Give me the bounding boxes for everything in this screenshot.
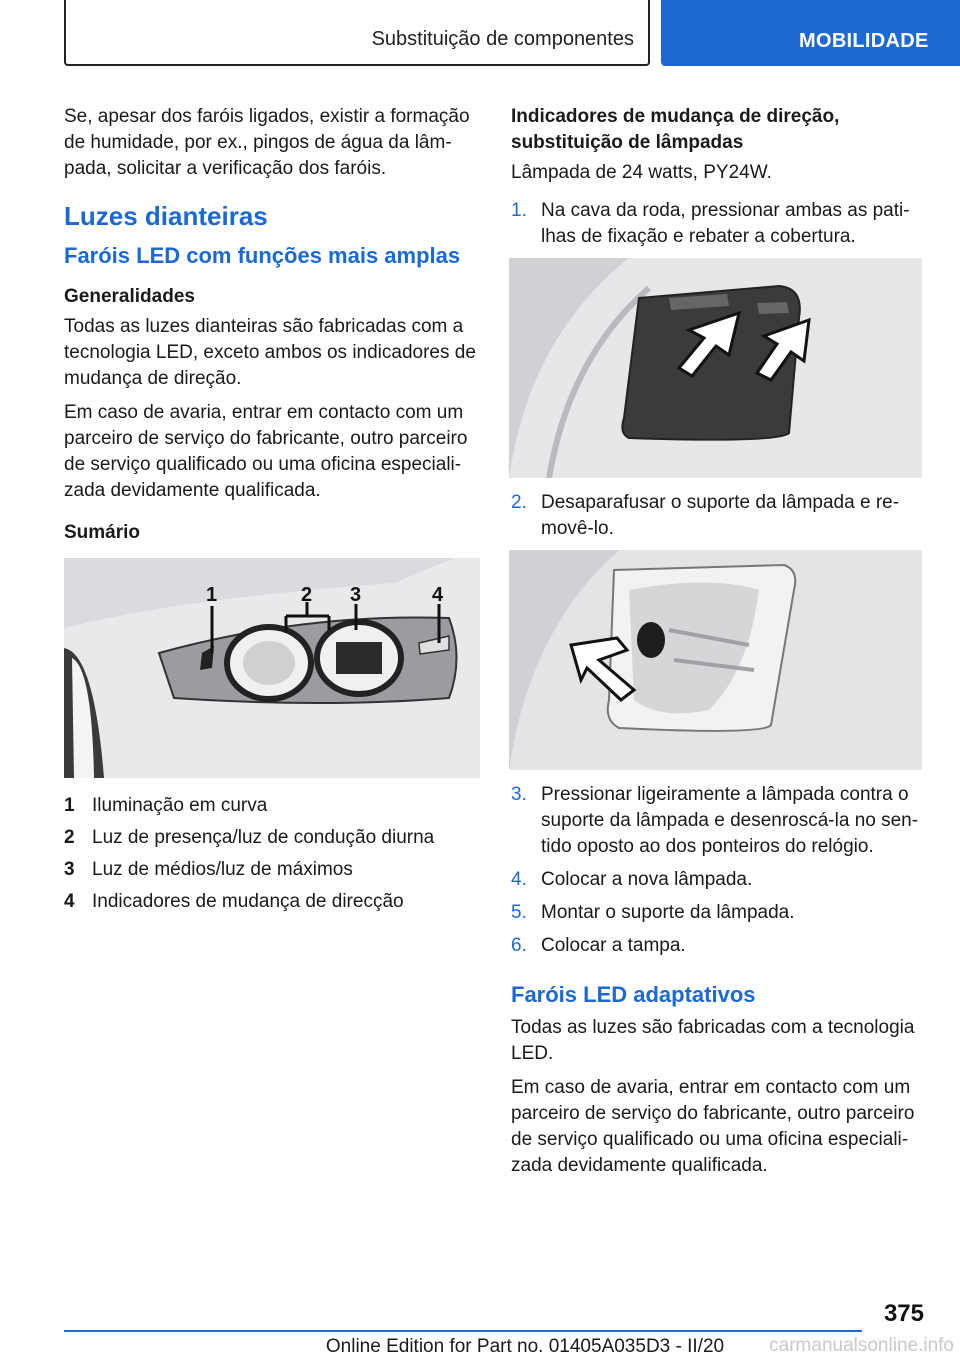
footer-edition: Online Edition for Part no. 01405A035D3 - II/20	[325, 1336, 725, 1357]
header-chapter-tab[interactable]	[661, 0, 960, 66]
adaptive-led-heading: Faróis LED adaptativos	[511, 982, 756, 1007]
turn-signal-heading: Indicadores de mudança de direção, substituição de lâmpadas	[511, 106, 840, 153]
legend-item: 2 Luz de presença/luz de condução diurna	[64, 827, 435, 848]
callout-1: 1	[206, 584, 218, 606]
step-1: 1. Na cava da roda, pressionar ambas as patilhas de fixação e rebater a cobertura.	[511, 200, 910, 247]
adaptive-led-paragraph-2: Em caso de avaria, entrar em contacto com um parceiro de serviço do fabricante, outro parceiro de serviço qualificado ou uma oficina especializada devidamente qualificada.	[511, 1077, 915, 1176]
step-3: 3. Pressionar ligeiramente a lâmpada contra o suporte da lâmpada e desenroscá-la no sentido oposto ao dos ponteiros do relógio.	[511, 784, 919, 857]
legend-item: 3 Luz de médios/luz de máximos	[64, 859, 353, 880]
headlight-overview-image	[64, 558, 480, 778]
general-paragraph-1: Todas as luzes dianteiras são fabricadas com a tecnologia LED, exceto ambos os indicadores de mudança de direção.	[64, 316, 476, 389]
page-number: 375	[883, 1300, 924, 1327]
callout-3: 3	[350, 584, 362, 606]
section-heading: Luzes dianteiras	[64, 201, 268, 231]
wheel-arch-cover-image	[509, 258, 922, 478]
intro-paragraph: Se, apesar dos faróis ligados, existir a formação de humidade, por ex., pingos de água da lâmpada, solicitar a verificação dos faróis.	[64, 106, 470, 179]
callout-2: 2	[301, 584, 313, 606]
step-2: 2. Desaparafusar o suporte da lâmpada e removê-lo.	[511, 492, 900, 539]
legend-list	[64, 790, 480, 918]
summary-heading: Sumário	[64, 522, 141, 543]
subsection-heading: Faróis LED com funções mais amplas	[64, 243, 461, 268]
adaptive-led-paragraph-1: Todas as luzes são fabricadas com a tecnologia LED.	[511, 1017, 915, 1064]
watermark: carmanualsonline.info	[769, 1335, 954, 1356]
right-column	[511, 104, 924, 1187]
callout-4: 4	[432, 584, 444, 606]
header-section-title: Substituição de componentes	[371, 28, 634, 50]
left-column	[64, 104, 480, 918]
general-paragraph-2: Em caso de avaria, entrar em contacto com um parceiro de serviço do fabricante, outro parceiro de serviço qualificado ou uma oficina especializada devidamente qualificada.	[64, 402, 468, 501]
step-6: 6. Colocar a tampa.	[511, 935, 686, 956]
legend-item: 4 Indicadores de mudança de direcção	[64, 891, 404, 912]
header-section-box	[64, 0, 650, 66]
general-heading: Generalidades	[64, 286, 195, 307]
step-4: 4. Colocar a nova lâmpada.	[511, 869, 753, 890]
bulb-holder-image	[509, 550, 922, 770]
step-5: 5. Montar o suporte da lâmpada.	[511, 902, 795, 923]
header-chapter-label: MOBILIDADE	[799, 30, 929, 52]
legend-item: 1 Iluminação em curva	[64, 795, 268, 816]
bulb-spec: Lâmpada de 24 watts, PY24W.	[511, 162, 772, 183]
footer-divider	[64, 1330, 862, 1332]
